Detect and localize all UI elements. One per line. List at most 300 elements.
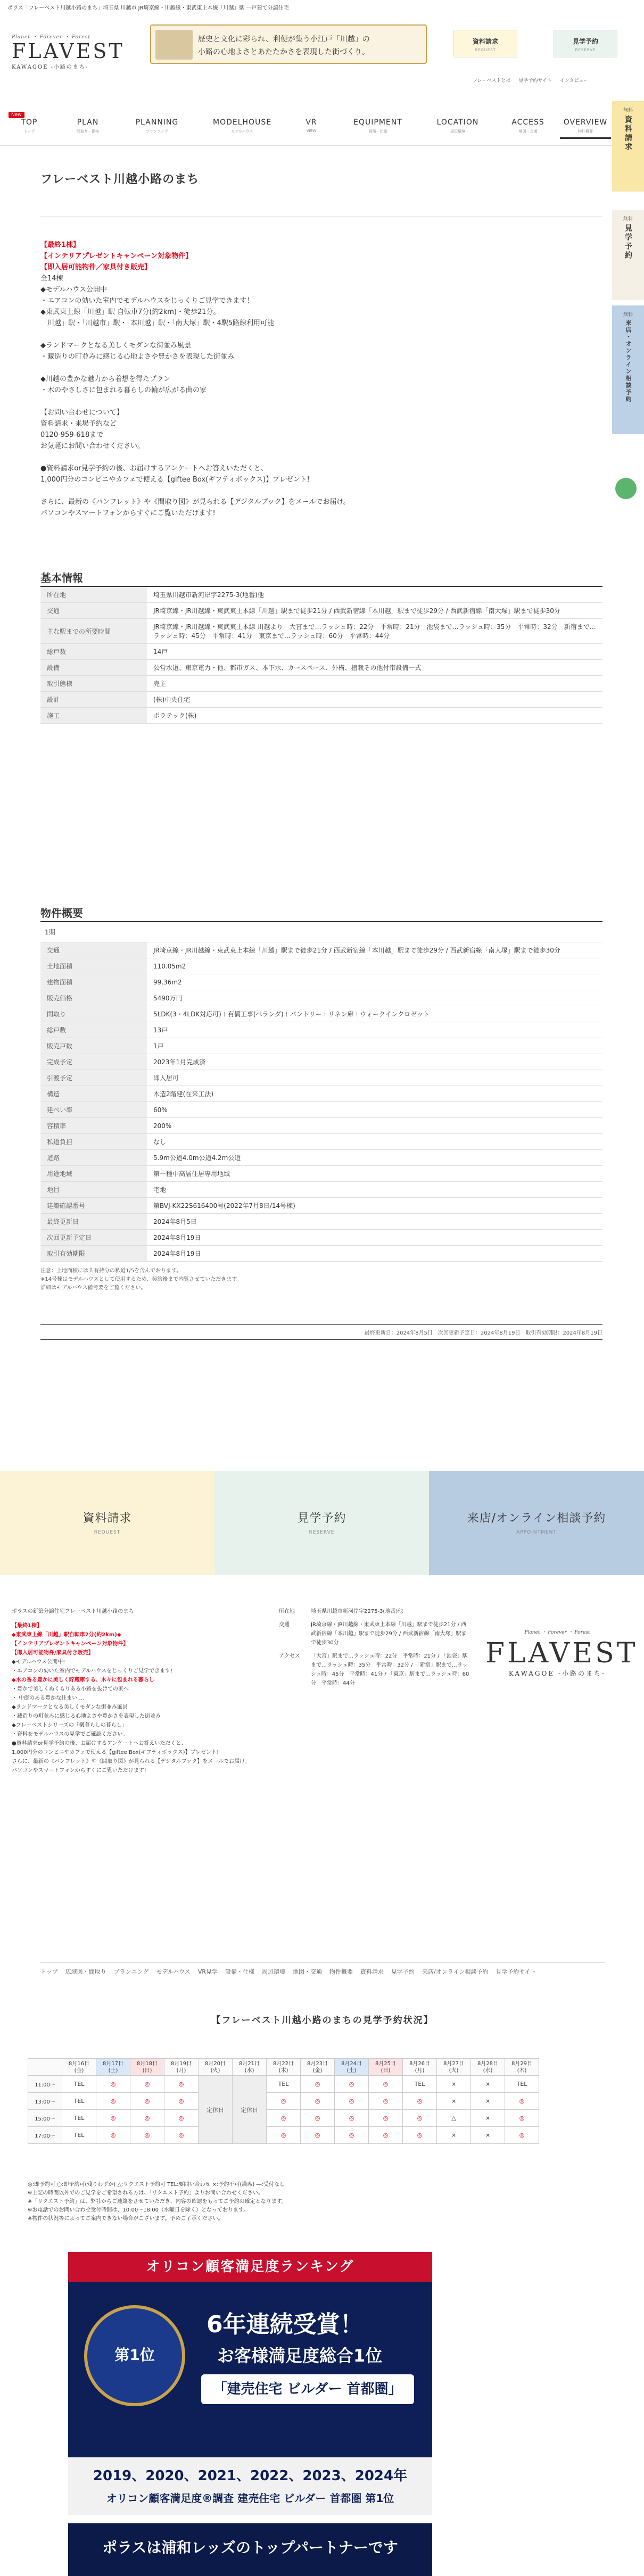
cta-appointment-button[interactable] — [429, 1471, 644, 1575]
brand-subtitle: KAWAGOE ‐小路のまち‐ — [12, 64, 89, 70]
row-label: 容積率 — [40, 1118, 147, 1134]
calendar-date-day: 8月23日 — [307, 2060, 328, 2067]
calendar-note: ※物件の状況等によってご案内できない場合がございます。予めご了承ください。 — [28, 2216, 224, 2222]
description-line: 1,000円分のコンビニやカフェで使える【giftee Box(ギフティボックス)】プレゼント! — [40, 476, 310, 484]
calendar-note: ※お電話でのお問い合わせ受付時間は、10:00～18:00（水曜日を除く）となっております。 — [28, 2207, 249, 2213]
side-appointment-label: 来店・オンライン相談予約 — [625, 320, 632, 403]
row-label: 次回更新予定日 — [40, 1230, 147, 1246]
calendar-date-weekday: (日) — [142, 2067, 152, 2074]
table-row — [40, 942, 602, 958]
footer-logo-wordmark: FLAVEST — [485, 1637, 638, 1669]
footer-info — [12, 1607, 638, 1948]
row-value: 第BVJ-KX22S616400号(2022年7月8日/14号棟) — [147, 1198, 602, 1214]
cta-reserve-label: 見学予約 — [297, 1512, 346, 1525]
row-value: 1戸 — [147, 1038, 602, 1054]
calendar-slot: × — [437, 2093, 471, 2110]
nav-planning-label: PLANNING — [135, 118, 179, 127]
description-line: 【インテリアプレゼントキャンペーン対象物件】 — [40, 252, 193, 260]
side-request-free: 無料 — [623, 108, 633, 113]
description-line: 0120-959-618まで — [40, 431, 104, 439]
table-row — [40, 644, 602, 660]
calendar-slot[interactable]: ◎ — [267, 2093, 301, 2110]
row-value: 2024年8月19日 — [147, 1246, 602, 1262]
row-label: 主な駅までの所要時間 — [40, 619, 147, 644]
footer-access-label: 交通 — [279, 1622, 290, 1628]
calendar-slot[interactable]: ◎ — [403, 2127, 437, 2144]
header-reserve-label: 見学予約 — [572, 38, 598, 45]
description-line: 【お問い合わせについて】 — [40, 409, 123, 417]
row-value: 2023年1月完成済 — [147, 1054, 602, 1070]
nav-vr-sub: VIEW — [306, 129, 317, 133]
footer-description — [12, 1607, 267, 1775]
row-value: 5.9m公道4.0m公道4.2m公道 — [147, 1150, 602, 1166]
description-line: 「川越」駅・「川越市」駅・「本川越」駅・「南大塚」駅・4駅5路線利用可能 — [40, 319, 275, 327]
calendar-row — [28, 2076, 539, 2093]
nav-vr[interactable] — [282, 118, 341, 133]
calendar-slot[interactable]: ◎ — [267, 2127, 301, 2144]
calendar-slot: × — [471, 2076, 505, 2093]
calendar-note: ※上記の時間以外でのご見学をご希望される方は、「リクエスト予約」よりお問い合わせください。 — [28, 2190, 263, 2196]
footer-line: パソコンやスマートフォンからすぐにご覧いただけます! — [12, 1768, 146, 1774]
nav-equipment-label: EQUIPMENT — [353, 118, 402, 127]
calendar-slot[interactable]: ◎ — [164, 2093, 199, 2110]
calendar-time: 11:00～ — [28, 2076, 62, 2093]
table-row — [40, 1214, 602, 1230]
table-row — [40, 1070, 602, 1086]
row-label: 取引有効期限 — [40, 1246, 147, 1262]
row-label: 交通 — [40, 942, 147, 958]
footer-access-row — [279, 1620, 470, 1647]
footer-link[interactable]: 物件概要 — [329, 1968, 353, 1975]
nav-overview-sub: 物件概要 — [578, 129, 593, 134]
calendar-slot: × — [471, 2110, 505, 2127]
calendar-date — [403, 2059, 437, 2076]
calendar-slot[interactable]: ◎ — [335, 2076, 369, 2093]
calendar-date-day: 8月28日 — [477, 2060, 499, 2067]
table-row — [40, 619, 602, 644]
brand-logo[interactable] — [12, 33, 125, 70]
cta-request-button[interactable] — [0, 1471, 214, 1575]
table-row — [40, 990, 602, 1006]
cta-reserve-button[interactable] — [214, 1471, 429, 1575]
row-value: 2024年8月19日 — [147, 1230, 602, 1246]
calendar-date-day: 8月25日 — [375, 2060, 397, 2067]
table-row — [40, 1022, 602, 1038]
footer-links — [40, 1962, 605, 1976]
calendar-date-weekday: (火) — [210, 2067, 220, 2074]
footer-title: ポラスの新築分譲住宅フレーベスト川越小路のまち — [12, 1609, 134, 1614]
reservation-calendar — [28, 2058, 539, 2144]
overview-note-2: ※14号棟はモデルハウスとして使用するため、契約後まで内覧させていただきます。 — [40, 1277, 242, 1282]
footer-line: ●資料請求or見学予約の後、お届けするアンケートへお答えいただくと、 — [12, 1741, 187, 1746]
chat-icon[interactable] — [615, 478, 637, 499]
table-row — [40, 1038, 602, 1054]
table-row — [40, 692, 602, 708]
calendar-header-row — [28, 2059, 539, 2076]
calendar-slot[interactable]: ◎ — [96, 2127, 130, 2144]
overview-phase: 1期 — [40, 922, 602, 942]
nav-plan-label: PLAN — [77, 118, 99, 127]
calendar-closed-cell: 定休日 — [233, 2076, 267, 2144]
ad-headline: 6年連続受賞！ — [207, 2311, 364, 2338]
footer-link[interactable]: モデルハウス — [156, 1968, 191, 1975]
calendar-date-day: 8月26日 — [409, 2060, 431, 2067]
brand-tagline: Planet ・ Forever ・ Forest — [12, 35, 91, 40]
table-row — [40, 1150, 602, 1166]
footer-line: ◆フレーベストシリーズの「樂暮らしの暮らし」 — [12, 1722, 127, 1728]
table-row — [40, 660, 602, 676]
calendar-date-day: 8月16日 — [68, 2060, 90, 2067]
calendar-slot[interactable]: ◎ — [164, 2127, 199, 2144]
table-row — [40, 1102, 602, 1118]
table-row — [40, 1006, 602, 1022]
calendar-slot[interactable]: ◎ — [96, 2076, 130, 2093]
footer-logo-tagline: Planet ・ Forever ・ Forest — [524, 1630, 590, 1635]
calendar-slot[interactable]: ◎ — [369, 2110, 403, 2127]
footer-link[interactable]: 周辺環境 — [261, 1968, 285, 1975]
calendar-slot[interactable]: ◎ — [403, 2093, 437, 2110]
footer-line: ・ 中庭のある豊かな住まい ... — [12, 1695, 84, 1701]
nav-planning[interactable] — [128, 118, 186, 134]
row-value: 2024年8月5日 — [147, 1214, 602, 1230]
calendar-time: 17:00～ — [28, 2127, 62, 2144]
calendar-row — [28, 2093, 539, 2110]
description-line: パソコンやスマートフォンからすぐにご覧いただけます! — [40, 509, 216, 517]
header-link-reserve-site[interactable]: 見学予約サイト — [518, 78, 552, 84]
footer-link[interactable]: 見学予約 — [391, 1968, 415, 1975]
calendar-slot[interactable]: ◎ — [130, 2127, 164, 2144]
description-line: お気軽にお問い合わせください。 — [40, 442, 145, 450]
table-row — [40, 708, 602, 724]
cta-appointment-sub: APPOINTMENT — [516, 1530, 557, 1535]
row-value: 60% — [147, 1102, 602, 1118]
overview-heading: 物件概要 — [40, 905, 602, 922]
site-header — [0, 18, 644, 84]
footer-line: ・資料をモデルハウスの見学でご確認ください。 — [12, 1732, 128, 1737]
row-value: JR埼京線・JR川越線・東武東上本線「川越」駅まで徒歩21分 / 西武新宿線「本川越」駅まで徒歩29分 / 西武新宿線「南大塚」駅まで徒歩30分 — [147, 603, 602, 619]
row-label: 所在地 — [40, 587, 147, 603]
footer-line: ◆ランドマークとなる美しくモダンな街並み風景 — [12, 1704, 128, 1710]
calendar-date — [62, 2059, 96, 2076]
row-label: 販売価格 — [40, 990, 147, 1006]
calendar-note: ◎:即予約可 ○:即予約可(残りわずか) △:リクエスト予約可 TEL:要問い合わせ ×:予約不可(満席) ―:受付なし — [28, 2182, 285, 2188]
row-label: 完成予定 — [40, 1054, 147, 1070]
nav-access-label: ACCESS — [511, 118, 544, 127]
oricon-award-banner[interactable] — [68, 2252, 432, 2515]
calendar-date-weekday: (月) — [176, 2067, 186, 2074]
header-request-label: 資料請求 — [472, 38, 498, 45]
table-row — [40, 676, 602, 692]
row-value: 99.36m2 — [147, 974, 602, 990]
calendar-slot[interactable]: ◎ — [96, 2093, 130, 2110]
header-link-about[interactable]: フレーベストとは — [473, 78, 511, 84]
calendar-date-day: 8月21日 — [238, 2060, 260, 2067]
nav-location-label: LOCATION — [436, 118, 479, 127]
row-label: 建物面積 — [40, 974, 147, 990]
brand-wordmark: FLAVEST — [12, 39, 125, 63]
ad-subheadline: お客様満足度総合1位 — [217, 2346, 383, 2366]
side-appointment-button[interactable] — [612, 305, 644, 434]
row-label: 交通 — [40, 603, 147, 619]
side-request-button[interactable] — [612, 101, 644, 192]
calendar-slot[interactable]: ◎ — [164, 2076, 199, 2093]
header-reserve-button[interactable] — [554, 30, 617, 57]
calendar-date-weekday: (金) — [74, 2067, 84, 2074]
footer-link[interactable]: 地図・交通 — [292, 1968, 322, 1975]
calendar-corner — [28, 2059, 62, 2076]
footer-line: さらに、最新の《パンフレット》や《間取り図》が見られる【デジタルブック】をメールでお届け。 — [12, 1759, 250, 1765]
calendar-date-day: 8月17日 — [102, 2060, 124, 2067]
main-nav — [0, 114, 612, 146]
row-value: 宅地 — [147, 1182, 602, 1198]
calendar-date — [267, 2059, 301, 2076]
cta-appointment-label: 来店/オンライン相談予約 — [467, 1512, 606, 1525]
side-appointment-free: 無料 — [623, 312, 633, 318]
row-value: 5490万円 — [147, 990, 602, 1006]
calendar-date-day: 8月20日 — [204, 2060, 226, 2067]
row-value: 埼玉県川越市新河岸字2275-3(地番)他 — [147, 587, 602, 603]
calendar-slot[interactable]: ◎ — [505, 2093, 539, 2110]
calendar-time: 15:00～ — [28, 2110, 62, 2127]
calendar-slot[interactable]: ◎ — [505, 2110, 539, 2127]
calendar-slot[interactable]: ◎ — [369, 2127, 403, 2144]
calendar-slot[interactable]: ◎ — [335, 2127, 369, 2144]
calendar-closed-cell: 定休日 — [199, 2076, 233, 2144]
ad-years: 2019、2020、2021、2022、2023、2024年 — [93, 2468, 408, 2484]
award-medal: 第1位 — [84, 2305, 185, 2406]
footer-link[interactable]: 広域図・間取り — [65, 1968, 106, 1975]
calendar-slot[interactable]: ◎ — [267, 2110, 301, 2127]
footer-logo-sub: KAWAGOE ‐小路のまち‐ — [508, 1670, 606, 1677]
calendar-slot: × — [437, 2076, 471, 2093]
new-badge: New — [9, 112, 24, 118]
header-request-button[interactable] — [453, 30, 517, 57]
banner-line-1: 歴史と文化に彩られ、利便が集う小江戸「川越」の — [198, 35, 370, 44]
basic-info-heading: 基本情報 — [40, 569, 602, 587]
calendar-date — [233, 2059, 267, 2076]
calendar-slot[interactable]: ◎ — [505, 2127, 539, 2144]
calendar-slot: TEL — [403, 2076, 437, 2093]
calendar-slot[interactable]: ◎ — [130, 2093, 164, 2110]
calendar-date-weekday: (月) — [415, 2067, 425, 2074]
footer-line: 【インテリアプレゼントキャンペーン対象物件】 — [12, 1641, 129, 1647]
calendar-slot[interactable]: ◎ — [130, 2076, 164, 2093]
footer-link[interactable]: 見学予約サイト — [496, 1968, 536, 1975]
footer-line: ・藏造りの町並みに感じる心地よさや豊かさを表現した街並み — [12, 1713, 161, 1719]
footer-line: ・エアコンの効いた室内でモデルハウスをじっくりご見学できます! — [12, 1668, 173, 1674]
basic-info-table — [40, 587, 602, 724]
nav-modelhouse-label: MODELHOUSE — [213, 118, 272, 127]
footer-link[interactable]: 資料請求 — [360, 1968, 384, 1975]
row-label: 販売戸数 — [40, 1038, 147, 1054]
row-value: (株)中央住宅 — [147, 692, 602, 708]
calendar-title: 【フレーベスト川越小路のまちの見学予約状況】 — [211, 2015, 434, 2026]
row-value: 14戸 — [147, 644, 602, 660]
calendar-date-day: 8月19日 — [170, 2060, 192, 2067]
calendar-note: ※「リクエスト予約」は、弊社からご連絡をさせていただき、内容の確認をもってご予約の確定となります。 — [28, 2199, 287, 2205]
description-line: 全14棟 — [40, 275, 63, 283]
calendar-date-day: 8月27日 — [443, 2060, 465, 2067]
footer-line: ◆モデルハウス公開中! — [12, 1659, 65, 1665]
row-value: 5LDK(3・4LDK対応可)＋有償工事(ベランダ)＋パントリー＋リネン庫＋ウォークインクロゼット — [147, 1006, 602, 1022]
description-line: ・木のやさしさに包まれる暮らしの輪が広がる曲の家 — [40, 386, 207, 394]
footer-access-value: JR埼京線・JR川越線・東武東上本線「川越」駅まで徒歩21分 / 西武新宿線「本川越」駅まで徒歩29分 / 西武新宿線「南大塚」駅まで徒歩30分 — [311, 1622, 467, 1646]
calendar-slot[interactable]: △ — [437, 2110, 471, 2127]
footer-logo[interactable] — [485, 1628, 638, 1678]
overview-table — [40, 942, 602, 1262]
calendar-slot: TEL — [62, 2093, 96, 2110]
nav-planning-sub: プランニング — [146, 129, 168, 134]
calendar-slot[interactable]: ◎ — [335, 2093, 369, 2110]
row-label: 引渡予定 — [40, 1070, 147, 1086]
side-request-label: 資料請求 — [624, 115, 632, 152]
property-description — [40, 239, 466, 519]
description-line — [40, 329, 466, 340]
banner-line-2: 小路の心地よさとあたたかさを表現した街づくり。 — [198, 48, 369, 56]
row-label: 設計 — [40, 692, 147, 708]
calendar-slot[interactable]: ◎ — [164, 2110, 199, 2127]
nav-equipment[interactable] — [349, 118, 407, 134]
calendar-date-day: 8月29日 — [511, 2060, 533, 2067]
description-line: ◆モデルハウス公開中 — [40, 286, 108, 294]
cta-request-label: 資料請求 — [82, 1512, 132, 1525]
row-label: 建ぺい率 — [40, 1102, 147, 1118]
cta-reserve-sub: RESERVE — [309, 1530, 335, 1535]
calendar-date — [301, 2059, 335, 2076]
calendar-slot[interactable]: ◎ — [335, 2110, 369, 2127]
ad-title: オリコン顧客満足度ランキング — [68, 2252, 432, 2282]
nav-location[interactable] — [428, 118, 487, 134]
nav-location-sub: 周辺環境 — [450, 129, 465, 134]
footer-line: ◆東武東上線「川越」駅自転車7分(約2km)◆ — [12, 1632, 121, 1638]
nav-top[interactable] — [0, 118, 59, 134]
row-label: 最終更新日 — [40, 1214, 147, 1230]
calendar-slot[interactable]: ◎ — [96, 2110, 130, 2127]
calendar-date — [199, 2059, 233, 2076]
calendar-date-weekday: (水) — [483, 2067, 493, 2074]
row-value: 13戸 — [147, 1022, 602, 1038]
calendar-slot[interactable]: ◎ — [301, 2127, 335, 2144]
description-line — [40, 362, 466, 374]
nav-modelhouse-sub: モデルハウス — [231, 129, 253, 134]
overview-note-3: 詳細はモデルハウス備考要をご覧ください。 — [40, 1285, 146, 1291]
nav-access[interactable] — [499, 118, 557, 134]
calendar-date — [164, 2059, 199, 2076]
footer-access-label: 所在地 — [279, 1609, 295, 1614]
calendar-date-day: 8月18日 — [136, 2060, 158, 2067]
row-value: JR埼京線・JR川越線・東武東上本線 川越より 大宮まで…ラッシュ時：22分 平常時：21分 池袋まで…ラッシュ時：35分 平常時：32分 新宿まで…ラッシュ時：45分 平常時：41分 東京まで…ラッシュ時：60分 平常時：44分 — [147, 619, 602, 644]
footer-access-row — [279, 1607, 470, 1616]
table-row — [40, 1230, 602, 1246]
table-row — [40, 1246, 602, 1262]
calendar-slot[interactable]: ◎ — [301, 2076, 335, 2093]
footer-link[interactable]: 設備・仕様 — [225, 1968, 254, 1975]
footer-access-label: アクセス — [279, 1653, 300, 1659]
row-label: 間取り — [40, 1006, 147, 1022]
footer-link[interactable]: 来店/オンライン相談予約 — [422, 1968, 489, 1975]
calendar-date-weekday: (火) — [449, 2067, 459, 2074]
footer-line: 【最終1棟】 — [12, 1623, 42, 1629]
footer-access-value: 埼玉県川越市新河岸字2275-3(地番)他 — [311, 1609, 403, 1614]
calendar-date — [335, 2059, 369, 2076]
row-value: 売主 — [147, 676, 602, 692]
footer-line: ◆木の香る豊かに美しく貯蔵庫する、木々に包まれる暮らし — [12, 1677, 154, 1683]
side-reserve-label: 見学予約 — [624, 224, 632, 260]
calendar-slot: TEL — [62, 2127, 96, 2144]
calendar-date-weekday: (木) — [517, 2067, 527, 2074]
description-line: ◆川越の豊かな魅力から着想を得たプラン — [40, 375, 170, 383]
table-row — [40, 587, 602, 603]
table-row — [40, 958, 602, 974]
footer-line: 【即入居可能物件/家具付き販売】 — [12, 1650, 94, 1656]
row-value: 110.05m2 — [147, 958, 602, 974]
calendar-slot[interactable]: ◎ — [301, 2093, 335, 2110]
nav-modelhouse[interactable] — [213, 118, 271, 134]
header-link-interview[interactable]: インタビュー — [559, 78, 589, 84]
row-label: 建築確認番号 — [40, 1198, 147, 1214]
row-label: 用途地域 — [40, 1166, 147, 1182]
calendar-slot: TEL — [62, 2076, 96, 2093]
description-line: さらに、最新の《パンフレット》や《間取り図》が見られる【デジタルブック】をメールでお届け。 — [40, 498, 350, 506]
calendar-date-day: 8月24日 — [341, 2060, 362, 2067]
calendar-slot[interactable]: ◎ — [369, 2093, 403, 2110]
calendar-slot[interactable]: ◎ — [301, 2110, 335, 2127]
row-label: 私道負担 — [40, 1134, 147, 1150]
calendar-date-weekday: (木) — [278, 2067, 288, 2074]
calendar-date — [437, 2059, 471, 2076]
footer-line: 1,000円分のコンビニやカフェで使える【giftee Box(ギフティボックス)】プレゼント! — [12, 1750, 219, 1755]
nav-equipment-sub: 設備・仕様 — [368, 129, 387, 134]
calendar-slot[interactable]: ◎ — [369, 2076, 403, 2093]
row-value: 200% — [147, 1118, 602, 1134]
calendar-row — [28, 2127, 539, 2144]
calendar-row — [28, 2110, 539, 2127]
row-value: 第一種中高層住居専用地域 — [147, 1166, 602, 1182]
urawa-reds-banner[interactable] — [68, 2523, 432, 2576]
nav-overview[interactable] — [560, 118, 611, 139]
nav-top-sub: トップ — [23, 129, 35, 134]
row-value: 木造2階建(在来工法) — [147, 1086, 602, 1102]
description-line: ・藏造りの町並みに感じる心地よさや豊かさを表現した街並み — [40, 353, 235, 361]
nav-plan[interactable] — [59, 118, 117, 134]
row-value: 公営水道、東京電力・他、都市ガス、本下水、カースペース、外構、植栽その他付帯設備一式 — [147, 660, 602, 676]
calendar-slot: × — [471, 2127, 505, 2144]
calendar-slot[interactable]: ◎ — [130, 2110, 164, 2127]
row-label: 総戸数 — [40, 1022, 147, 1038]
table-row — [40, 1134, 602, 1150]
calendar-slot: TEL — [505, 2076, 539, 2093]
footer-access-value: 「大宮」駅まで…ラッシュ時：22分 平常時：21分 / 「池袋」駅まで…ラッシュ時：35分 平常時：32分 / 「新宿」駅まで…ラッシュ時：45分 平常時：41分 / 「東京」駅まで…ラッシュ時：60分 平常時：44分 — [311, 1653, 469, 1686]
nav-vr-label: VR — [306, 118, 317, 127]
calendar-notes — [28, 2181, 602, 2223]
nav-top-label: TOP — [21, 118, 38, 127]
footer-link[interactable]: VR見学 — [197, 1968, 218, 1975]
calendar-slot[interactable]: ◎ — [403, 2110, 437, 2127]
footer-link[interactable]: トップ — [40, 1968, 58, 1975]
description-line — [40, 452, 466, 463]
header-request-sub: REQUEST — [474, 48, 497, 52]
ad-footer: オリコン顧客満足度®調査 建売住宅 ビルダー 首都圏 第1位 — [106, 2492, 394, 2505]
footer-link[interactable]: プランニング — [113, 1968, 149, 1975]
row-label: 総戸数 — [40, 644, 147, 660]
calendar-date-weekday: (水) — [244, 2067, 254, 2074]
calendar-date-weekday: (土) — [346, 2067, 357, 2074]
description-line — [40, 396, 466, 407]
row-value: ポラテック(株) — [147, 708, 602, 724]
description-line: ◆ランドマークとなる美しくモダンな街並み風景 — [40, 342, 192, 350]
side-reserve-button[interactable] — [612, 210, 644, 300]
row-value: 即入居可 — [147, 1070, 602, 1086]
